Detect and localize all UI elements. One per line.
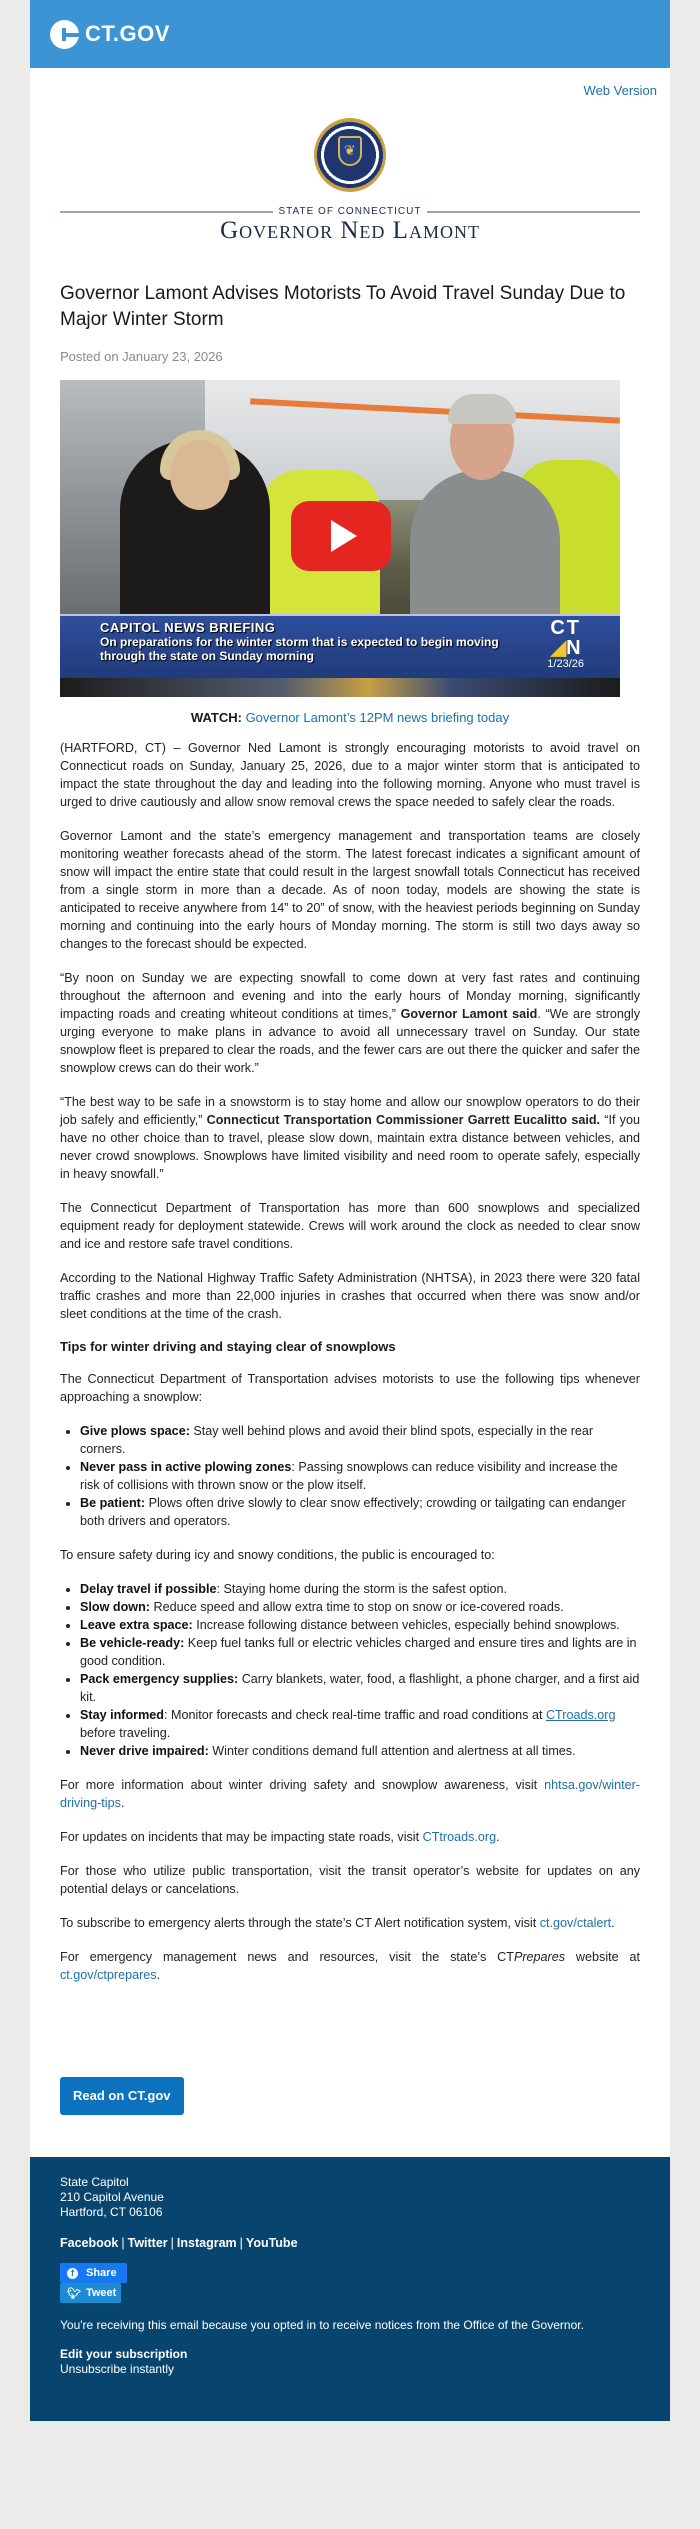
- tip-label: Give plows space:: [80, 1424, 190, 1438]
- ctalert-link[interactable]: ct.gov/ctalert: [539, 1916, 612, 1930]
- list-item: [80, 1458, 640, 1494]
- quote-attribution: Connecticut Transportation Commissioner Garrett Eucalitto said.: [206, 1113, 601, 1127]
- info-text: To subscribe to emergency alerts through the state’s CT Alert notification system, visit: [60, 1916, 540, 1930]
- separator: |: [170, 2236, 174, 2250]
- period: .: [496, 1830, 500, 1844]
- list-item: [80, 1670, 640, 1706]
- tip-text: Reduce speed and allow extra time to stop on snow or ice-covered roads.: [149, 1600, 564, 1614]
- info-text: website at: [565, 1950, 641, 1964]
- quote-text: . “We are strongly urging everyone to make plans in advance to avoid all unnecessary travel on Sunday. Our state snowplow fleet is prepared to clear the roads, and the fewer cars are out there the quicker and safer the snowplow crews can do their work.”: [60, 1007, 641, 1075]
- ctprepares-link[interactable]: ct.gov/ctprepares: [60, 1968, 157, 1982]
- youtube-play-icon[interactable]: [291, 501, 391, 571]
- quote-text: “The best way to be safe in a snowstorm is to stay home and allow our snowplow operators to do their job safely and efficiently,”: [60, 1095, 640, 1127]
- tweet-label: Tweet: [85, 2287, 117, 2299]
- share-label: Share: [86, 2267, 117, 2279]
- period: .: [156, 1968, 161, 1982]
- news-briefing-link[interactable]: Governor Lamont’s 12PM news briefing today: [245, 710, 510, 725]
- paragraph-nhtsa-stats: According to the National Highway Traffic Safety Administration (NHTSA), in 2023 there were 320 fatal traffic crashes and more than 22,000 injuries in crashes that occurred when there was snow and/or sleet conditions at the time of the crash.: [60, 1271, 640, 1321]
- email-container: [30, 0, 670, 2421]
- lower-third-text: On preparations for the winter storm that is expected to begin moving through the state on Sunday morning: [100, 635, 499, 663]
- state-label: STATE OF CONNECTICUT: [278, 206, 422, 217]
- paragraph-commissioner-quote: [60, 1093, 640, 1183]
- list-item: [80, 1598, 640, 1616]
- footer: [30, 2157, 670, 2421]
- ctn-line1: CT: [550, 617, 581, 639]
- instagram-link[interactable]: Instagram: [176, 2236, 237, 2250]
- video-bottom: [60, 678, 620, 697]
- masthead: [30, 114, 670, 245]
- twitter-bird-icon: 🐦︎: [67, 2287, 81, 2300]
- posted-date: Posted on January 23, 2026: [60, 349, 223, 364]
- divider: [60, 211, 273, 213]
- period: .: [120, 1796, 125, 1810]
- tip-label: Never pass in active plowing zones: [80, 1460, 292, 1474]
- address: [60, 2175, 640, 2220]
- article-title: Governor Lamont Advises Motorists To Avoid Travel Sunday Due to Major Winter Storm: [60, 283, 626, 330]
- list-item: [80, 1742, 640, 1760]
- paragraph-governor-quote: [60, 969, 640, 1077]
- sunburst-icon: ◢: [550, 637, 567, 659]
- info-text: For more information about winter driving safety and snowplow awareness, visit: [60, 1778, 545, 1792]
- separator: |: [239, 2236, 243, 2250]
- brand-text: CT.GOV: [85, 21, 170, 46]
- address-line: State Capitol: [60, 2175, 129, 2189]
- video-figure: [448, 394, 516, 424]
- lower-third-title: CAPITOL NEWS BRIEFING: [100, 620, 276, 635]
- facebook-link[interactable]: Facebook: [60, 2236, 119, 2250]
- info-text: For emergency management news and resources, visit the state’s CT: [60, 1950, 514, 1964]
- governor-name: Governor Ned Lamont: [220, 217, 480, 244]
- ctn-logo: [547, 618, 584, 671]
- address-line: Hartford, CT 06106: [60, 2205, 163, 2219]
- list-item: [80, 1706, 640, 1742]
- paragraph-ctprepares-info: [60, 1948, 640, 1984]
- social-links: [60, 2236, 640, 2250]
- paragraph-dot-fleet: The Connecticut Department of Transportation has more than 600 snowplows and specialized equipment ready for deployment statewide. Crews will work around the clock as needed to clear snow and ice and restore safe travel conditions.: [60, 1201, 640, 1251]
- ctn-date: 1/23/26: [547, 658, 584, 670]
- governor-seal-icon: [314, 118, 386, 192]
- list-item: [80, 1616, 640, 1634]
- quote-attribution: Governor Lamont said: [400, 1007, 538, 1021]
- tip-label: Delay travel if possible: [80, 1582, 217, 1596]
- list-item: [80, 1580, 640, 1598]
- ct-logo-icon: [50, 20, 79, 49]
- quote-text: “By noon on Sunday we are expecting snowfall to come down at very fast rates and continuing throughout the afternoon and evening and into the early hours of Monday morning, significantly impacting roads and creating whiteout conditions at times,”: [60, 971, 640, 1021]
- seal-shield: [338, 136, 362, 166]
- web-version-row: [30, 68, 670, 114]
- facebook-icon: f: [67, 2268, 78, 2279]
- safety-intro: To ensure safety during icy and snowy conditions, the public is encouraged to:: [60, 1548, 495, 1562]
- video-thumbnail[interactable]: [60, 380, 620, 697]
- youtube-link[interactable]: YouTube: [245, 2236, 298, 2250]
- web-version-link[interactable]: Web Version: [583, 83, 657, 98]
- paragraph-forecast: Governor Lamont and the state’s emergency management and transportation teams are closely monitoring weather forecasts ahead of the storm. The latest forecast indicates a significant amount of snow will impact the entire state that could result in the largest snowfall totals Connecticut has received from a single storm in more than a decade. As of noon today, models are showing the state is anticipated to receive anywhere from 14” to 20” of snow, with the heaviest periods beginning on Sunday morning and continuing into the early hours of Monday morning. The storm is still two days away so changes to the forecast should be expected.: [60, 829, 640, 951]
- separator: |: [121, 2236, 125, 2250]
- tip-text: Plows often drive slowly to clear snow effectively; crowding or tailgating can endanger both drivers and operators.: [80, 1496, 626, 1528]
- nhtsa-link[interactable]: nhtsa.gov/winter-driving-tips: [60, 1778, 640, 1810]
- cttroads-link[interactable]: CTtroads.org: [422, 1830, 497, 1844]
- safety-tips-list: [60, 1580, 640, 1760]
- video-lower-third: [60, 614, 620, 678]
- divider: [427, 211, 640, 213]
- paragraph-ctroads-info: [60, 1828, 640, 1846]
- plow-tips-list: [60, 1422, 640, 1530]
- facebook-share-button[interactable]: [60, 2263, 127, 2283]
- tip-text: : Monitor forecasts and check real-time traffic and road conditions at: [163, 1708, 546, 1722]
- ct-gov-logo[interactable]: [50, 20, 170, 49]
- watch-line: [60, 710, 640, 725]
- list-item: [80, 1422, 640, 1458]
- tip-text: Stay well behind plows and avoid their blind spots, especially in the rear corners.: [80, 1424, 594, 1456]
- state-line: [60, 206, 640, 217]
- paragraph-nhtsa-info: [60, 1776, 640, 1812]
- article: [30, 281, 670, 1984]
- read-on-ct-gov-button[interactable]: Read on CT.gov: [60, 2077, 184, 2115]
- header-bar: [30, 0, 670, 68]
- info-italic: Prepares: [513, 1950, 566, 1964]
- tip-text: : Staying home during the storm is the safest option.: [216, 1582, 508, 1596]
- tip-label: Pack emergency supplies:: [80, 1672, 239, 1686]
- twitter-link[interactable]: Twitter: [127, 2236, 168, 2250]
- unsubscribe-link[interactable]: Unsubscribe instantly: [60, 2362, 175, 2376]
- ctn-line2-wrap: [547, 638, 584, 658]
- subscription-notice: You're receiving this email because you opted in to receive notices from the Office of the Governor.: [60, 2318, 584, 2332]
- tips-heading: Tips for winter driving and staying clear of snowplows: [60, 1339, 396, 1354]
- ctroads-link[interactable]: CTroads.org: [545, 1708, 616, 1722]
- share-buttons: [60, 2263, 640, 2303]
- tips-intro: The Connecticut Department of Transportation advises motorists to use the following tips whenever approaching a snowplow:: [60, 1372, 640, 1404]
- tweet-button[interactable]: [60, 2283, 121, 2303]
- watch-label: WATCH:: [190, 710, 242, 725]
- tip-label: Leave extra space:: [80, 1618, 193, 1632]
- tip-label: Stay informed: [80, 1708, 164, 1722]
- tip-label: Never drive impaired:: [80, 1744, 209, 1758]
- cta-area: [30, 1984, 670, 2157]
- tip-text: Winter conditions demand full attention and alertness at all times.: [208, 1744, 576, 1758]
- tip-text: : Passing snowplows can reduce visibility and increase the risk of collisions with thrown snow or the plow itself.: [80, 1460, 618, 1492]
- paragraph-transit-info: For those who utilize public transportation, visit the transit operator’s website for updates on any potential delays or cancelations.: [60, 1864, 640, 1896]
- tip-text: Carry blankets, water, food, a flashlight, a phone charger, and a first aid kit.: [80, 1672, 640, 1704]
- tip-label: Slow down:: [80, 1600, 150, 1614]
- tip-label: Be patient:: [80, 1496, 146, 1510]
- paragraph-intro: (HARTFORD, CT) – Governor Ned Lamont is strongly encouraging motorists to avoid travel on Connecticut roads on Sunday, January 25, 2026, due to a major winter storm that is anticipated to impact the state throughout the day and leading into the following morning. Anyone who must travel is urged to drive cautiously and allow snow removal crews the space needed to safely clear the roads.: [60, 741, 640, 809]
- period: .: [611, 1916, 615, 1930]
- address-line: 210 Capitol Avenue: [60, 2190, 164, 2204]
- tip-label: Be vehicle-ready:: [80, 1636, 185, 1650]
- quote-text: “If you have no other choice than to travel, please slow down, maintain extra distance between vehicles, and never crowd snowplows. Snowplows have limited visibility and need room to operate safely, especially in heavy snowfall.”: [60, 1113, 640, 1181]
- tip-text: Increase following distance between vehicles, especially behind snowplows.: [192, 1618, 620, 1632]
- video-figure: [170, 440, 230, 510]
- info-text: For updates on incidents that may be impacting state roads, visit: [60, 1830, 423, 1844]
- tip-text: Keep fuel tanks full or electric vehicles charged and ensure tires and lights are in good condition.: [80, 1636, 637, 1668]
- list-item: [80, 1494, 640, 1530]
- edit-subscription-link[interactable]: Edit your subscription: [60, 2347, 188, 2361]
- list-item: [80, 1634, 640, 1670]
- tip-text: before traveling.: [80, 1726, 171, 1740]
- ctn-line2: N: [566, 637, 581, 659]
- paragraph-ctalert-info: [60, 1914, 640, 1932]
